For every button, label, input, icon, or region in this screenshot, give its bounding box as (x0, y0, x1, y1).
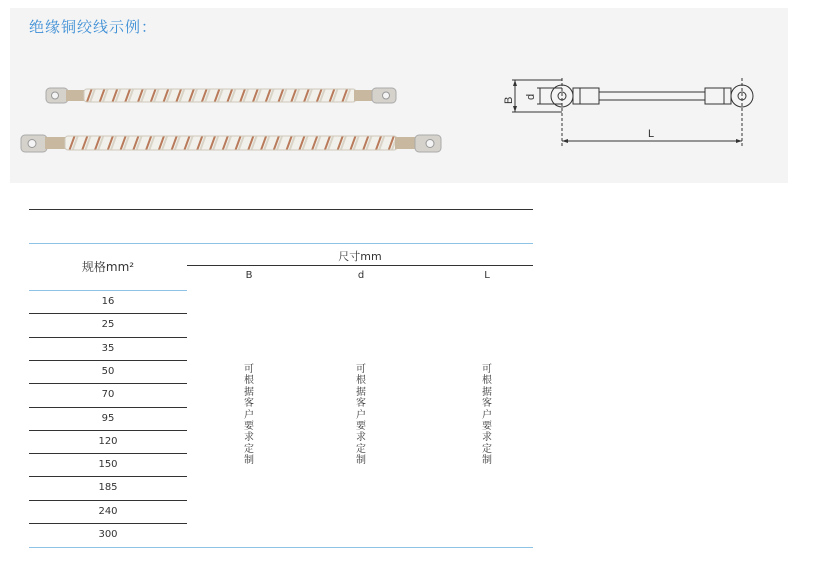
spec-header-rule (29, 290, 187, 291)
spec-cell: 150 (98, 459, 118, 471)
row-divider (29, 453, 187, 454)
cable-lower (21, 135, 441, 152)
custom-note-d: 可根据客户要求定制 (356, 364, 366, 467)
spec-header: 规格mm² (81, 260, 135, 274)
row-divider (29, 500, 187, 501)
row-divider (29, 430, 187, 431)
spec-cell: 16 (101, 296, 115, 307)
row-divider (29, 407, 187, 408)
spec-cell: 300 (98, 529, 118, 540)
spec-cell: 240 (98, 505, 118, 517)
label-d: d (525, 93, 537, 100)
table-top-rule (29, 209, 533, 210)
size-header: 尺寸mm (338, 250, 382, 263)
custom-note-l: 可根据客户要求定制 (482, 364, 492, 467)
sub-header-l: L (484, 270, 490, 281)
header-top-rule (29, 243, 533, 244)
sub-header-d: d (357, 270, 365, 281)
dimension-diagram (500, 70, 760, 155)
row-divider (29, 360, 187, 361)
spec-cell: 185 (98, 482, 118, 494)
row-divider (29, 476, 187, 477)
spec-cell: 70 (101, 389, 115, 401)
spec-cell: 95 (101, 412, 115, 424)
row-divider (29, 383, 187, 384)
page-title: 绝缘铜绞线示例： (29, 18, 158, 36)
custom-note-b: 可根据客户要求定制 (244, 364, 254, 467)
label-l: L (648, 128, 655, 140)
row-divider (29, 523, 187, 524)
sub-header-b: B (245, 270, 253, 281)
cable-upper (46, 88, 396, 103)
spec-table (29, 208, 533, 553)
spec-cell: 50 (101, 365, 115, 377)
label-b: B (503, 96, 515, 104)
row-divider (29, 337, 187, 338)
spec-cell: 120 (98, 435, 118, 447)
size-header-rule (187, 265, 533, 266)
spec-cell: 25 (101, 319, 115, 331)
table-bottom-rule (29, 547, 533, 548)
cable-photo (18, 78, 448, 168)
spec-cell: 35 (101, 342, 115, 354)
row-divider (29, 313, 187, 314)
